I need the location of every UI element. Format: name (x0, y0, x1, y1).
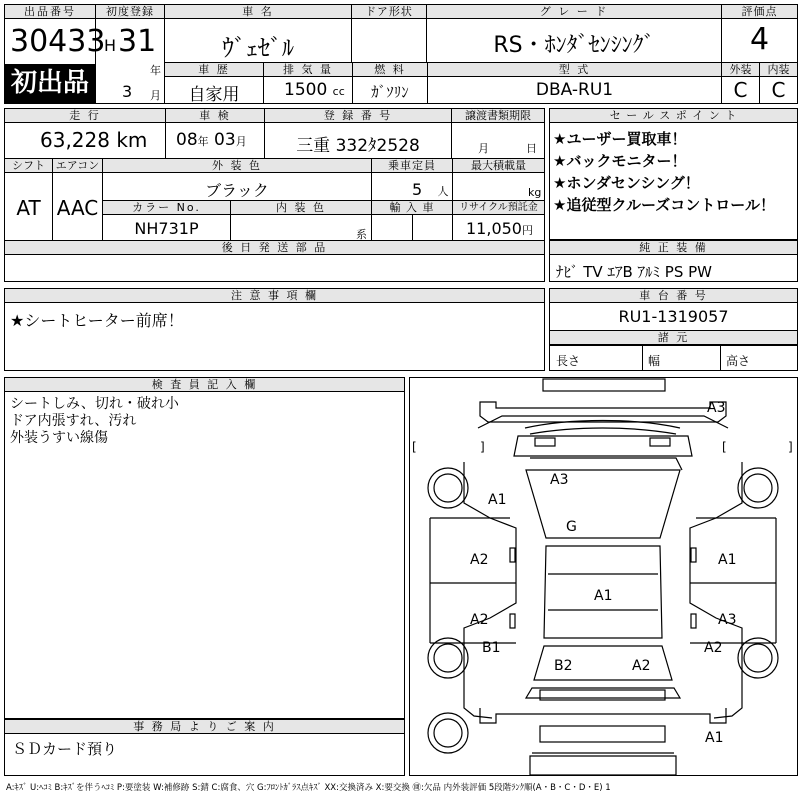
mileage-label: 走 行 (5, 109, 165, 123)
inspection-label: 車 検 (166, 109, 264, 123)
mileage-number: 63,228 (40, 128, 110, 152)
car-name-label: 車 名 (165, 5, 351, 19)
chassis-label: 車 台 番 号 (550, 289, 797, 303)
score-value: 4 (749, 22, 770, 57)
score-ext: C (733, 78, 748, 102)
grade-value: RS・ﾎﾝﾀﾞｾﾝｼﾝｸﾞ (493, 33, 655, 58)
interior-unit: 系 (356, 228, 367, 241)
first-listing-text: 初出品 (10, 68, 89, 98)
car-outline (410, 378, 797, 775)
score-ext-label: 外装 (722, 63, 759, 77)
plate-value: 三重 332ﾀ2528 (296, 136, 420, 156)
recycle-label: リサイクル預託金 (453, 201, 544, 215)
model-value: DBA-RU1 (535, 80, 614, 100)
color-code-label: カラー No. (103, 201, 230, 215)
capacity-unit: 人 (437, 185, 449, 198)
lot-number: 30433 (10, 24, 106, 59)
score-int-label: 内装 (760, 63, 797, 77)
damage-hood: A3 (550, 472, 569, 488)
inspection-value (176, 130, 247, 150)
later-parts-label: 後 日 発 送 部 品 (5, 241, 544, 255)
damage-windshield: G (566, 519, 577, 535)
score-label: 評価点 (722, 5, 797, 19)
capacity-number: 5 (412, 180, 423, 199)
damage-rear-left: B2 (554, 658, 573, 674)
displacement-value (284, 80, 345, 100)
sales-point: ★追従型クルーズコントロール！ (553, 196, 775, 214)
dim-length-label: 長さ (556, 354, 581, 368)
sales-list (553, 128, 775, 216)
damage-rear-right: A2 (632, 658, 651, 674)
inspection-month: 03 (214, 130, 236, 150)
fuel-label: 燃 料 (353, 63, 427, 77)
shift-label: シフト (5, 159, 52, 173)
grade-label: グ レ ー ド (427, 5, 721, 19)
bracket-left-close: ] (480, 440, 485, 454)
legend: A:ｷｽﾞ U:ﾍｺﾐ B:ｷｽﾞを伴うﾍｺﾐ P:要塗装 W:補修跡 S:錆 C:腐食、穴 G:ﾌﾛﾝﾄｶﾞﾗｽ点ｷｽﾞ XX:交換済み X:要交換 ㉄:欠品 内外装評価 5段階ﾗﾝｸ順(A・B・C・D・E) 1 (6, 783, 611, 793)
sales-point: ★バックモニター！ (553, 152, 687, 170)
transfer-day-unit: 日 (526, 142, 537, 155)
color-value: ブラック (205, 181, 269, 200)
model-label: 型 式 (428, 63, 721, 77)
shift-value: AT (16, 196, 41, 220)
inspection-year: 08 (176, 130, 198, 150)
first-reg-era: H (104, 36, 117, 55)
first-reg-label: 初度登録 (96, 5, 164, 19)
recycle-unit: 円 (521, 224, 533, 237)
car-name: ｳﾞｪｾﾞﾙ (222, 34, 294, 62)
capacity-label: 乗車定員 (372, 159, 452, 173)
first-reg-month: 3 (122, 82, 133, 101)
damage-roof: A1 (594, 588, 613, 604)
mileage-value (40, 128, 147, 152)
aircon-value: AAC (56, 196, 99, 220)
equipment-label: 純 正 装 備 (550, 241, 797, 255)
transfer-month-unit: 月 (478, 142, 489, 155)
sales-point: ★ホンダセンシング！ (553, 174, 700, 192)
damage-left-rear-door: A2 (470, 612, 489, 628)
damage-left-front-door: A2 (470, 552, 489, 568)
fuel-value: ｶﾞｿﾘﾝ (371, 83, 409, 101)
bracket-right-close: ] (788, 440, 793, 454)
max-load-unit: kg (528, 186, 542, 199)
color-label: 外 装 色 (103, 159, 371, 173)
inspection-year-unit: 年 (197, 135, 209, 148)
aircon-label: エアコン (53, 159, 102, 173)
transfer-label: 譲渡書類期限 (452, 109, 544, 123)
inspector-note: シートしみ、切れ・破れ小 (10, 396, 179, 412)
color-code: NH731P (134, 219, 199, 238)
damage-front-bumper: A3 (707, 400, 726, 416)
damage-left-front-fender: A1 (488, 492, 507, 508)
import-label: 輸 入 車 (372, 201, 452, 215)
damage-rear-bumper: A1 (705, 730, 724, 746)
damage-right-rear-fender: A2 (704, 640, 723, 656)
displacement-unit: cc (332, 85, 345, 98)
chassis-value: RU1-1319057 (618, 307, 729, 326)
caution-label: 注 意 事 項 欄 (5, 289, 544, 303)
recycle-number: 11,050 (466, 219, 522, 238)
lot-label: 出品番号 (5, 5, 95, 19)
door-label: ドア形状 (352, 5, 426, 19)
damage-left-rear-fender: B1 (482, 640, 501, 656)
displacement-number: 1500 (284, 80, 328, 100)
first-reg-year-unit: 年 (150, 64, 161, 77)
office-label: 事 務 局 よ り ご 案 内 (5, 720, 404, 734)
inspector-note: 外装うすい線傷 (10, 430, 108, 446)
mileage-unit: km (116, 128, 148, 152)
inspector-note: ドア内張すれ、汚れ (10, 413, 137, 429)
dim-width-label: 幅 (648, 354, 661, 368)
inspector-notes (10, 396, 179, 447)
recycle-value (466, 219, 533, 238)
history-value: 自家用 (188, 85, 240, 105)
score-int: C (771, 78, 786, 102)
displacement-label: 排 気 量 (264, 63, 352, 77)
capacity-value (412, 180, 448, 199)
interior-label: 内 装 色 (231, 201, 371, 215)
max-load-label: 最大積載量 (453, 159, 544, 173)
equipment-value: ﾅﾋﾞ TV ｴｱB ｱﾙﾐ PS PW (556, 263, 712, 281)
first-reg-month-unit: 月 (150, 89, 161, 102)
damage-diagram (409, 377, 798, 776)
bracket-left-open: [ (412, 440, 417, 454)
dim-height-label: 高さ (726, 354, 751, 368)
damage-right-front-door: A1 (718, 552, 737, 568)
first-reg-year: 31 (118, 24, 157, 59)
history-label: 車 歴 (165, 63, 263, 77)
sales-point: ★ユーザー買取車！ (553, 130, 687, 148)
first-listing-badge (5, 64, 95, 103)
bracket-right-open: [ (722, 440, 727, 454)
dimensions-label: 諸 元 (550, 331, 797, 345)
office-value: ＳＤカード預り (12, 740, 118, 758)
sales-label: セ ー ル ス ポ イ ン ト (550, 109, 797, 123)
caution-value: ★シートヒーター前席！ (10, 311, 184, 330)
inspector-label: 検 査 員 記 入 欄 (5, 378, 404, 392)
inspection-month-unit: 月 (235, 135, 247, 148)
plate-label: 登 録 番 号 (265, 109, 451, 123)
damage-right-rear-door: A3 (718, 612, 737, 628)
